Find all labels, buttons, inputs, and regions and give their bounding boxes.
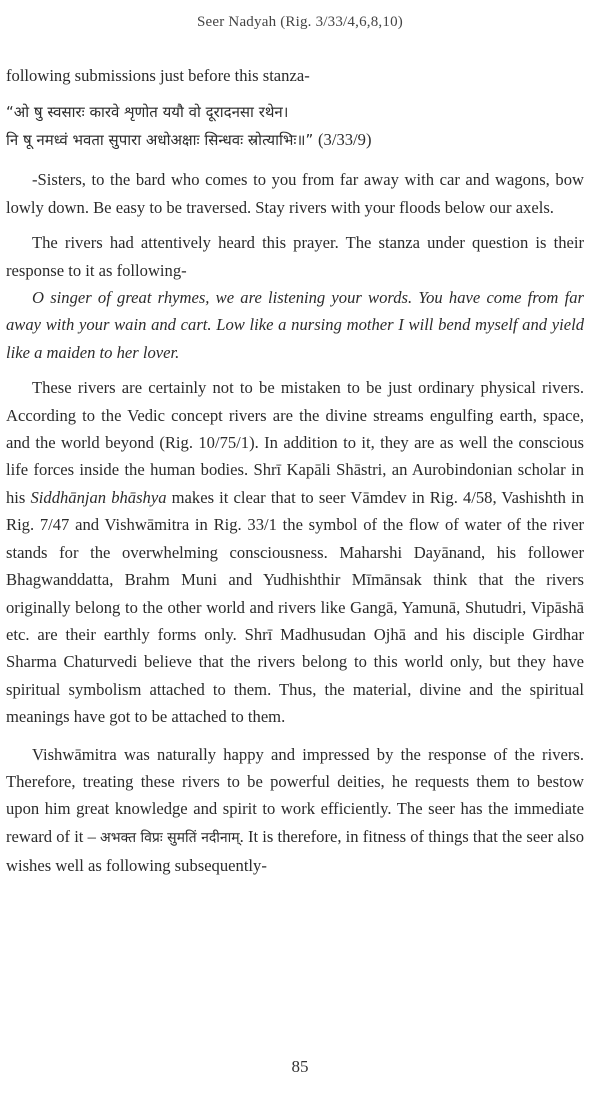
sanskrit-line-2-text: नि षू नमध्वं भवता सुपारा अधोअक्षाः सिन्धवः स्रोत्याभिः॥” [6, 131, 314, 150]
page-body [6, 62, 584, 880]
vishwamitra-paragraph [6, 741, 584, 880]
paragraph-text-cont: . It is therefore, in fitness of things that the seer also wishes well as following subsequently- [6, 826, 584, 876]
sanskrit-verse [6, 99, 584, 154]
sanskrit-line-2 [6, 126, 584, 154]
paragraph-text-cont: makes it clear that to seer Vāmdev in Rig. 4/58, Vashishth in Rig. 7/47 and Vishwāmitra in Rig. 33/1 the symbol of the flow of water of the river stands for the overwhelming consciousness. Maharshi Dayānand, his follower Bhagwanddatta, Brahm Muni and Yudhishthir Mīmānsak think that the rivers originally belong to the other world and rivers like Gangā, Yamunā, Shutudri, Vipāshā etc. are their earthly forms only. Shrī Madhusudan Ojhā and his disciple Girdhar Sharma Chaturvedi believe that the rivers belong to this world only, but they have spiritual symbolism attached to them. Thus, the material, divine and the spiritual meanings have got to be attached to them. [6, 487, 584, 727]
rivers-interpretation-paragraph [6, 374, 584, 730]
sanskrit-inline-phrase: अभक्त विप्रः सुमतिं नदीनाम् [100, 829, 240, 846]
paragraph-text: Vishwāmitra was naturally happy and impressed by the response of the rivers. Therefore, treating these rivers to be powerful deities, he requests them to bestow upon him great knowledge and spirit to work efficiently. The seer has the immediate reward of it – [6, 744, 584, 846]
page-number: 85 [291, 1057, 309, 1076]
running-header: Seer Nadyah (Rig. 3/33/4,6,8,10) [197, 14, 403, 30]
book-title-italic: Siddhānjan bhāshya [30, 487, 167, 507]
rivers-reply-paragraph: O singer of great rhymes, we are listening your words. You have come from far away with your wain and cart. Low like a nursing mother I will bend myself and yield like a maiden to her lover. [6, 288, 584, 362]
translation-paragraph: -Sisters, to the bard who comes to you from far away with car and wagons, bow lowly down. Be easy to be traversed. Stay rivers with your floods below our axels. [6, 170, 584, 217]
paragraph-text: These rivers are certainly not to be mistaken to be just ordinary physical rivers. According to the Vedic concept rivers are the divine streams engulfing earth, space, and the world beyond (Rig. 10/75/1). In addition to it, they are as well the conscious life forces inside the human bodies. Shrī Kapāli Shāstri, an Aurobindonian scholar in his [6, 378, 584, 507]
response-intro-paragraph: The rivers had attentively heard this prayer. The stanza under question is their response to it as following- [6, 233, 584, 280]
sanskrit-line-1: “ओ षु स्वसारः कारवे शृणोत ययौ वो दूरादनसा रथेन। [6, 103, 289, 122]
verse-reference: (3/33/9) [318, 130, 372, 150]
intro-line: following submissions just before this stanza- [6, 66, 310, 85]
